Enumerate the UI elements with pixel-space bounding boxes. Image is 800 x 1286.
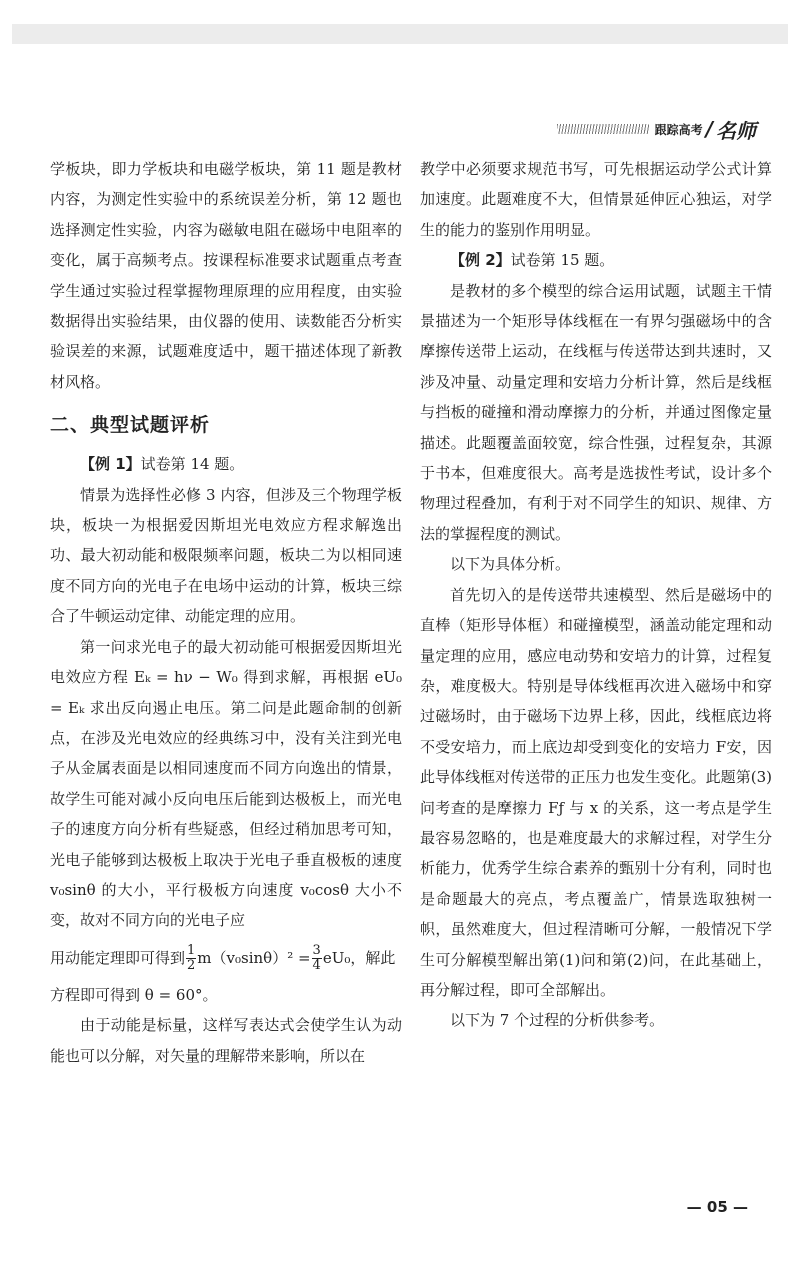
- fraction-numerator: 3: [312, 943, 321, 959]
- paragraph: 由于动能是标量，这样写表达式会使学生认为动能也可以分解，对矢量的理解带来影响，所以在: [50, 1016, 402, 1065]
- page-number: — 05 —: [686, 1198, 748, 1216]
- right-column: [420, 154, 772, 1036]
- section-heading: 二、典型试题评析: [50, 414, 211, 437]
- running-header: [557, 114, 756, 144]
- header-hatch-decoration: [557, 124, 649, 134]
- fraction-numerator: 1: [187, 943, 196, 959]
- example-2-line: [420, 245, 772, 275]
- formula-end: eU₀，解此: [322, 948, 396, 967]
- paragraph: 以下为 7 个过程的分析供参考。: [450, 1011, 665, 1030]
- paragraph: 首先切入的是传送带共速模型、然后是磁场中的直棒（矩形导体框）和碰撞模型，涵盖动能定理和动量定理的应用，感应电动势和安培力的计算，过程复杂，难度极大。特别是导体线框再次进入磁场中和穿过磁场时，由于磁场下边界上移，因此，线框底边将不受安培力，而上底边却受到变化的安培力 F安，因此导体线框对传送带的正压力也发生变化。此题第(3)问考查的是摩擦力 Fƒ 与 x 的关系，这一考点是学生最容易忽略的，也是难度最大的求解过程，对学生分析能力，优秀学生综合素养的甄别十分有利，同时也是命题最大的亮点，考点覆盖广，情景选取独树一帜，虽然难度大，但过程清晰可分解，一般情况下学生可分解模型解出第(1)问和第(2)问，在此基础上，再分解过程，即可全部解出。: [420, 585, 772, 999]
- header-separator: /: [705, 117, 713, 141]
- fraction-denominator: 4: [312, 958, 321, 974]
- fraction-denominator: 2: [187, 958, 196, 974]
- top-scan-band: [12, 24, 788, 44]
- fraction-half: [186, 944, 196, 973]
- left-column: [50, 154, 402, 1071]
- formula-middle: m（v₀sinθ）² =: [197, 948, 311, 967]
- header-series: 跟踪高考: [654, 122, 703, 137]
- example-1-text: 试卷第 14 题。: [140, 455, 245, 474]
- fraction-three-quarters: [312, 944, 322, 973]
- formula-line: [50, 936, 402, 980]
- example-2-text: 试卷第 15 题。: [510, 251, 615, 270]
- header-column-title: 名师: [716, 118, 756, 143]
- paragraph: 以下为具体分析。: [450, 555, 571, 574]
- paragraph: 教学中必须要求规范书写，可先根据运动学公式计算加速度。此题难度不大，但情景延伸匠心独运，对学生的能力的鉴别作用明显。: [420, 160, 772, 239]
- paragraph: 学板块，即力学板块和电磁学板块，第 11 题是教材内容，为测定性实验中的系统误差分析，第 12 题也选择测定性实验，内容为磁敏电阻在磁场中电阻率的变化，属于高频考点。按课程标准要求试题重点考查学生通过实验过程掌握物理原理的应用程度，由实验数据得出实验结果，由仪器的使用、读数能否分析实验误差的来源，试题难度适中，题干描述体现了新教材风格。: [50, 160, 402, 391]
- example-2-tag: 【例 2】: [450, 251, 511, 270]
- example-1-line: [50, 449, 402, 479]
- paragraph: 是教材的多个模型的综合运用试题，试题主干情景描述为一个矩形导体线框在一有界匀强磁场中的含摩擦传送带上运动，在线框与传送带达到共速时，又涉及冲量、动量定理和安培力分析计算，然后是线框与挡板的碰撞和滑动摩擦力的分析，并通过图像定量描述。此题覆盖面较宽，综合性强，过程复杂，其源于书本，但难度很大。高考是选拔性考试，设计多个物理过程叠加，有利于对不同学生的知识、规律、方法的掌握程度的测试。: [420, 281, 772, 543]
- paragraph: 情景为选择性必修 3 内容，但涉及三个物理学板块，板块一为根据爱因斯坦光电效应方程求解逸出功、最大初动能和极限频率问题，板块二为以相同速度不同方向的光电子在电场中运动的计算，板块三综合了牛顿运动定律、动能定理的应用。: [50, 485, 402, 626]
- paragraph: 第一问求光电子的最大初动能可根据爱因斯坦光电效应方程 Eₖ = hν − W₀ 得到求解，再根据 eU₀ = Eₖ 求出反向遏止电压。第二问是此题命制的创新点，在涉及光电效应的经典练习中，没有关注到光电子从金属表面是以相同速度而不同方向逸出的情景，故学生可能对减小反向电压后能到达极板上，而光电子的速度方向分析有些疑惑，但经过稍加思考可知，光电子能够到达极板上取决于光电子垂直极板的速度 v₀sinθ 的大小，平行极板方向速度 v₀cosθ 大小不变，故对不同方向的光电子应: [50, 637, 402, 930]
- example-1-tag: 【例 1】: [80, 455, 141, 474]
- paragraph: 方程即可得到 θ = 60°。: [50, 985, 218, 1004]
- formula-prefix: 用动能定理即可得到: [50, 948, 186, 967]
